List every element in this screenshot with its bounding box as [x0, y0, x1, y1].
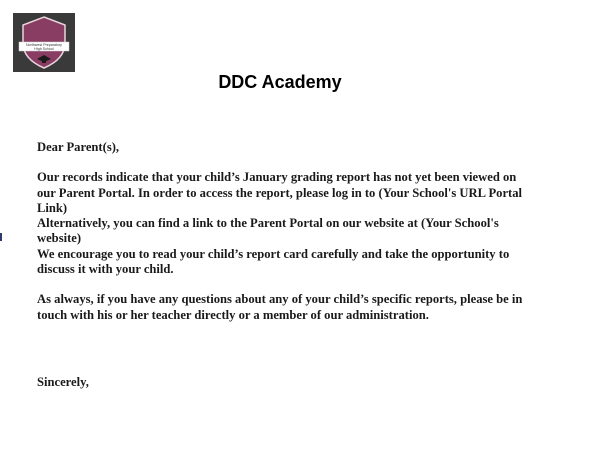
logo-text-line2: High School — [34, 47, 54, 51]
closing-line: As always, if you have any questions about any of your child’s specific reports, please be in — [37, 292, 523, 307]
letter-line: We encourage you to read your child’s report card carefully and take the opportunity to — [37, 246, 510, 261]
closing-line: touch with his or her teacher directly or a member of our administration. — [37, 307, 429, 322]
edge-marker — [0, 233, 2, 241]
school-logo — [13, 13, 75, 72]
letter-line: Our records indicate that your child’s January grading report has not yet been viewed on — [37, 170, 517, 185]
letter-line: our Parent Portal. In order to access the report, please log in to (Your School's URL Portal — [37, 185, 523, 200]
letter-line: discuss it with your child. — [37, 262, 174, 277]
page-title: DDC Academy — [218, 72, 342, 92]
paragraph-gap — [37, 155, 572, 170]
letter-line: Alternatively, you can find a link to the Parent Portal on our website at (Your School's — [37, 216, 499, 231]
paragraph-gap — [37, 277, 572, 292]
salutation: Dear Parent(s), — [37, 140, 120, 154]
letter-body — [37, 140, 572, 390]
paragraph-gap — [37, 323, 572, 375]
signoff: Sincerely, — [37, 374, 89, 389]
logo-text-line1: Northwest Preparatory — [26, 43, 62, 47]
letter-line: website) — [37, 231, 82, 246]
letter-line: Link) — [37, 200, 68, 215]
